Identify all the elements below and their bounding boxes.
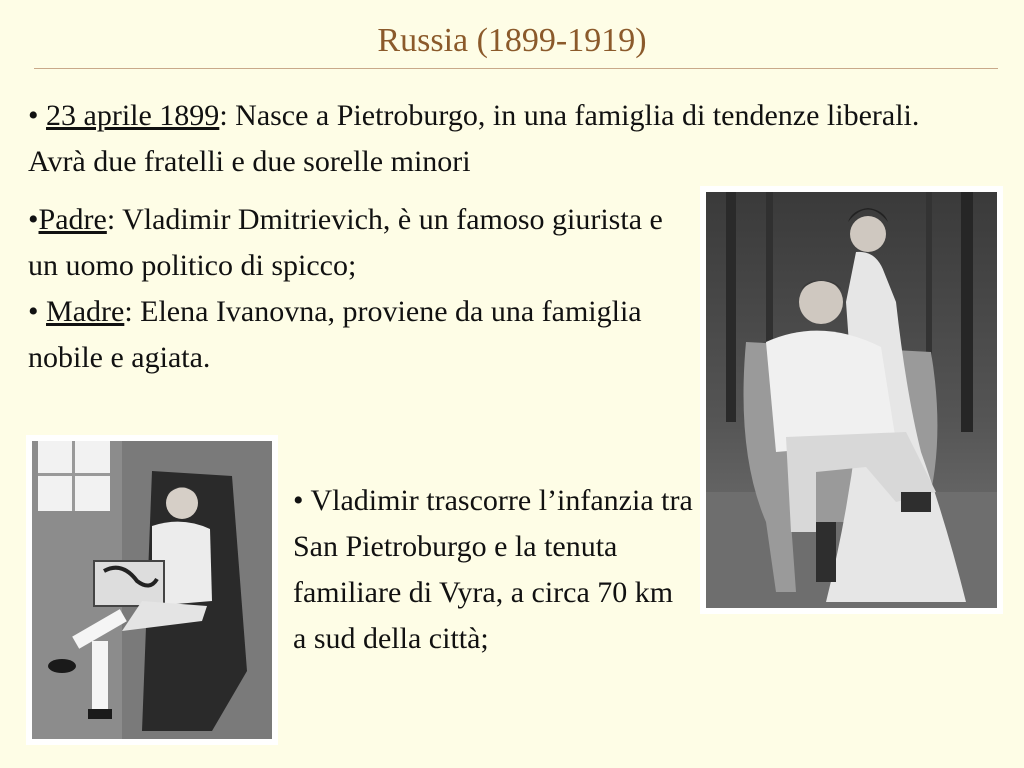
bullet: • [28, 99, 47, 132]
bullet: • [28, 203, 39, 236]
mother-label: Madre [46, 295, 125, 328]
birth-text: : Nasce a Pietroburgo, in una famiglia di tendenze liberali. Avrà due fratelli e due sorelle minori [28, 99, 920, 178]
father-text: : Vladimir Dmitrievich, è un famoso giurista e un uomo politico di spicco; [28, 203, 663, 282]
father-paragraph [28, 197, 698, 289]
mother-paragraph [28, 289, 698, 381]
childhood-paragraph: • Vladimir trascorre l’infanzia tra San Pietroburgo e la tenuta familiare di Vyra, a circa 70 km a sud della città; [293, 484, 693, 655]
slide-title: Russia (1899-1919) [377, 22, 647, 59]
father-label: Padre [38, 203, 107, 236]
parents-photo-image [706, 192, 997, 608]
bullet: • [28, 295, 47, 328]
birth-date: 23 aprile 1899 [46, 99, 220, 132]
parents-photo [700, 186, 1003, 614]
boy-photo-image [32, 441, 272, 739]
mother-text: : Elena Ivanovna, proviene da una famiglia nobile e agiata. [28, 295, 642, 374]
birth-paragraph [28, 93, 928, 185]
title-divider [34, 68, 998, 69]
boy-photo [26, 435, 278, 745]
